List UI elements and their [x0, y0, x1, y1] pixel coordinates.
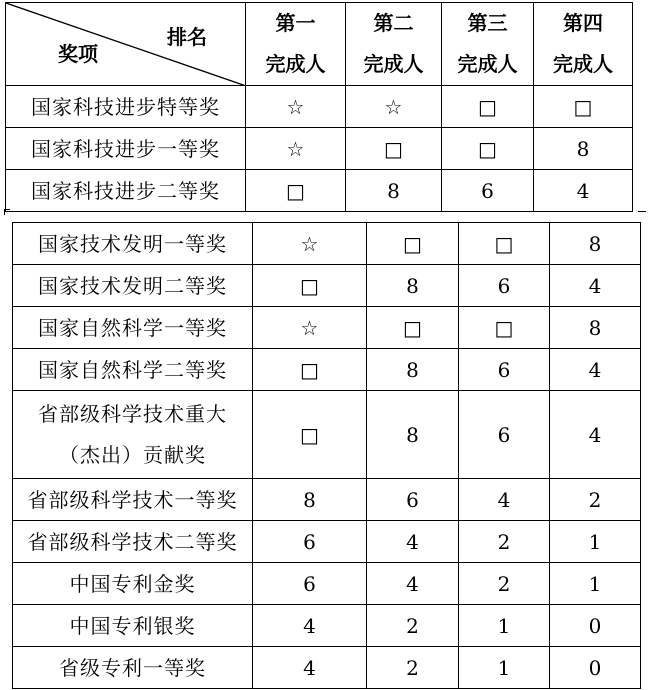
table-cell: 6 — [459, 265, 550, 307]
header-col-1-line2: 完成人 — [265, 52, 326, 76]
table-row — [13, 563, 641, 605]
header-col-3-line1: 第三 — [467, 11, 508, 35]
award-ranking-table-part1 — [5, 2, 633, 212]
table-cell: 4 — [459, 479, 550, 521]
award-name: 国家技术发明一等奖 — [13, 223, 253, 265]
table-cell: 8 — [367, 391, 459, 479]
award-name: 国家自然科学一等奖 — [13, 307, 253, 349]
header-col-3 — [442, 3, 534, 86]
header-col-2 — [346, 3, 442, 86]
award-ranking-table-part2 — [12, 222, 641, 689]
page-break-mark — [638, 211, 646, 217]
award-name: 中国专利金奖 — [13, 563, 253, 605]
table-cell: □ — [253, 349, 367, 391]
table-cell: □ — [534, 86, 633, 128]
table-cell: ☆ — [246, 128, 346, 170]
header-col-3-line2: 完成人 — [457, 52, 518, 76]
table-cell: 6 — [253, 521, 367, 563]
table-row — [13, 223, 641, 265]
table-cell: 1 — [459, 647, 550, 689]
table-cell: ☆ — [346, 86, 442, 128]
header-award-label: 奖项 — [58, 42, 98, 66]
header-col-1-line1: 第一 — [275, 11, 316, 35]
table-row — [6, 170, 633, 212]
table-cell: □ — [253, 391, 367, 479]
award-name — [13, 391, 253, 479]
table-cell: 8 — [346, 170, 442, 212]
table-cell: ☆ — [253, 223, 367, 265]
award-name: 省级专利一等奖 — [13, 647, 253, 689]
diagonal-line — [6, 3, 246, 86]
award-name: 省部级科学技术二等奖 — [13, 521, 253, 563]
table-cell: 8 — [550, 307, 641, 349]
table-cell: □ — [246, 170, 346, 212]
table-cell: 1 — [550, 521, 641, 563]
table-cell: 4 — [550, 349, 641, 391]
table-cell: 0 — [550, 647, 641, 689]
award-name: 国家科技进步一等奖 — [6, 128, 246, 170]
table-cell: 8 — [253, 479, 367, 521]
table-cell: ☆ — [246, 86, 346, 128]
table-cell: 4 — [367, 521, 459, 563]
header-col-4-line1: 第四 — [563, 11, 603, 35]
table-row — [13, 307, 641, 349]
table-cell: 2 — [367, 605, 459, 647]
award-name-line1: 省部级科学技术重大 — [38, 401, 227, 426]
table-cell: ☆ — [253, 307, 367, 349]
header-rank-label: 排名 — [167, 25, 207, 49]
table-cell: 6 — [442, 170, 534, 212]
table-cell: 1 — [459, 605, 550, 647]
table-cell: 2 — [459, 563, 550, 605]
table-cell: □ — [459, 223, 550, 265]
table-cell: 4 — [253, 605, 367, 647]
table-cell: 4 — [534, 170, 633, 212]
table-cell: 4 — [550, 391, 641, 479]
header-col-4-line2: 完成人 — [553, 52, 613, 76]
table-row — [13, 349, 641, 391]
table-cell: 2 — [367, 647, 459, 689]
table-cell: 6 — [253, 563, 367, 605]
table-cell: 2 — [550, 479, 641, 521]
table-cell: 4 — [367, 563, 459, 605]
award-name: 国家科技进步二等奖 — [6, 170, 246, 212]
table-cell: 8 — [550, 223, 641, 265]
table-row — [6, 86, 633, 128]
table-cell: 6 — [367, 479, 459, 521]
header-col-2-line1: 第二 — [373, 11, 414, 35]
table-row — [13, 479, 641, 521]
table-cell: 1 — [550, 563, 641, 605]
table-cell: □ — [346, 128, 442, 170]
table-cell: 8 — [534, 128, 633, 170]
award-name: 国家自然科学二等奖 — [13, 349, 253, 391]
table-cell: 4 — [253, 647, 367, 689]
table-row — [13, 521, 641, 563]
award-name: 国家科技进步特等奖 — [6, 86, 246, 128]
table-row — [13, 647, 641, 689]
table-cell: 0 — [550, 605, 641, 647]
table-cell: □ — [442, 128, 534, 170]
table-row — [13, 265, 641, 307]
table-cell: 4 — [550, 265, 641, 307]
table-row — [6, 128, 633, 170]
award-name: 中国专利银奖 — [13, 605, 253, 647]
table-row — [13, 391, 641, 479]
header-col-2-line2: 完成人 — [363, 52, 424, 76]
award-name-line2: （杰出）贡献奖 — [59, 442, 206, 467]
table-row — [13, 605, 641, 647]
table-cell: □ — [367, 223, 459, 265]
table-cell: 8 — [367, 265, 459, 307]
table-cell: 2 — [459, 521, 550, 563]
table-cell: 6 — [459, 349, 550, 391]
page-break-mark — [4, 209, 10, 215]
header-row — [6, 3, 633, 86]
table-cell: □ — [367, 307, 459, 349]
table-cell: 6 — [459, 391, 550, 479]
header-col-1 — [246, 3, 346, 86]
table-cell: □ — [442, 86, 534, 128]
table-cell: 8 — [367, 349, 459, 391]
header-corner-cell — [6, 3, 246, 86]
table-cell: □ — [459, 307, 550, 349]
award-name: 省部级科学技术一等奖 — [13, 479, 253, 521]
award-name: 国家技术发明二等奖 — [13, 265, 253, 307]
header-col-4 — [534, 3, 633, 86]
table-cell: □ — [253, 265, 367, 307]
